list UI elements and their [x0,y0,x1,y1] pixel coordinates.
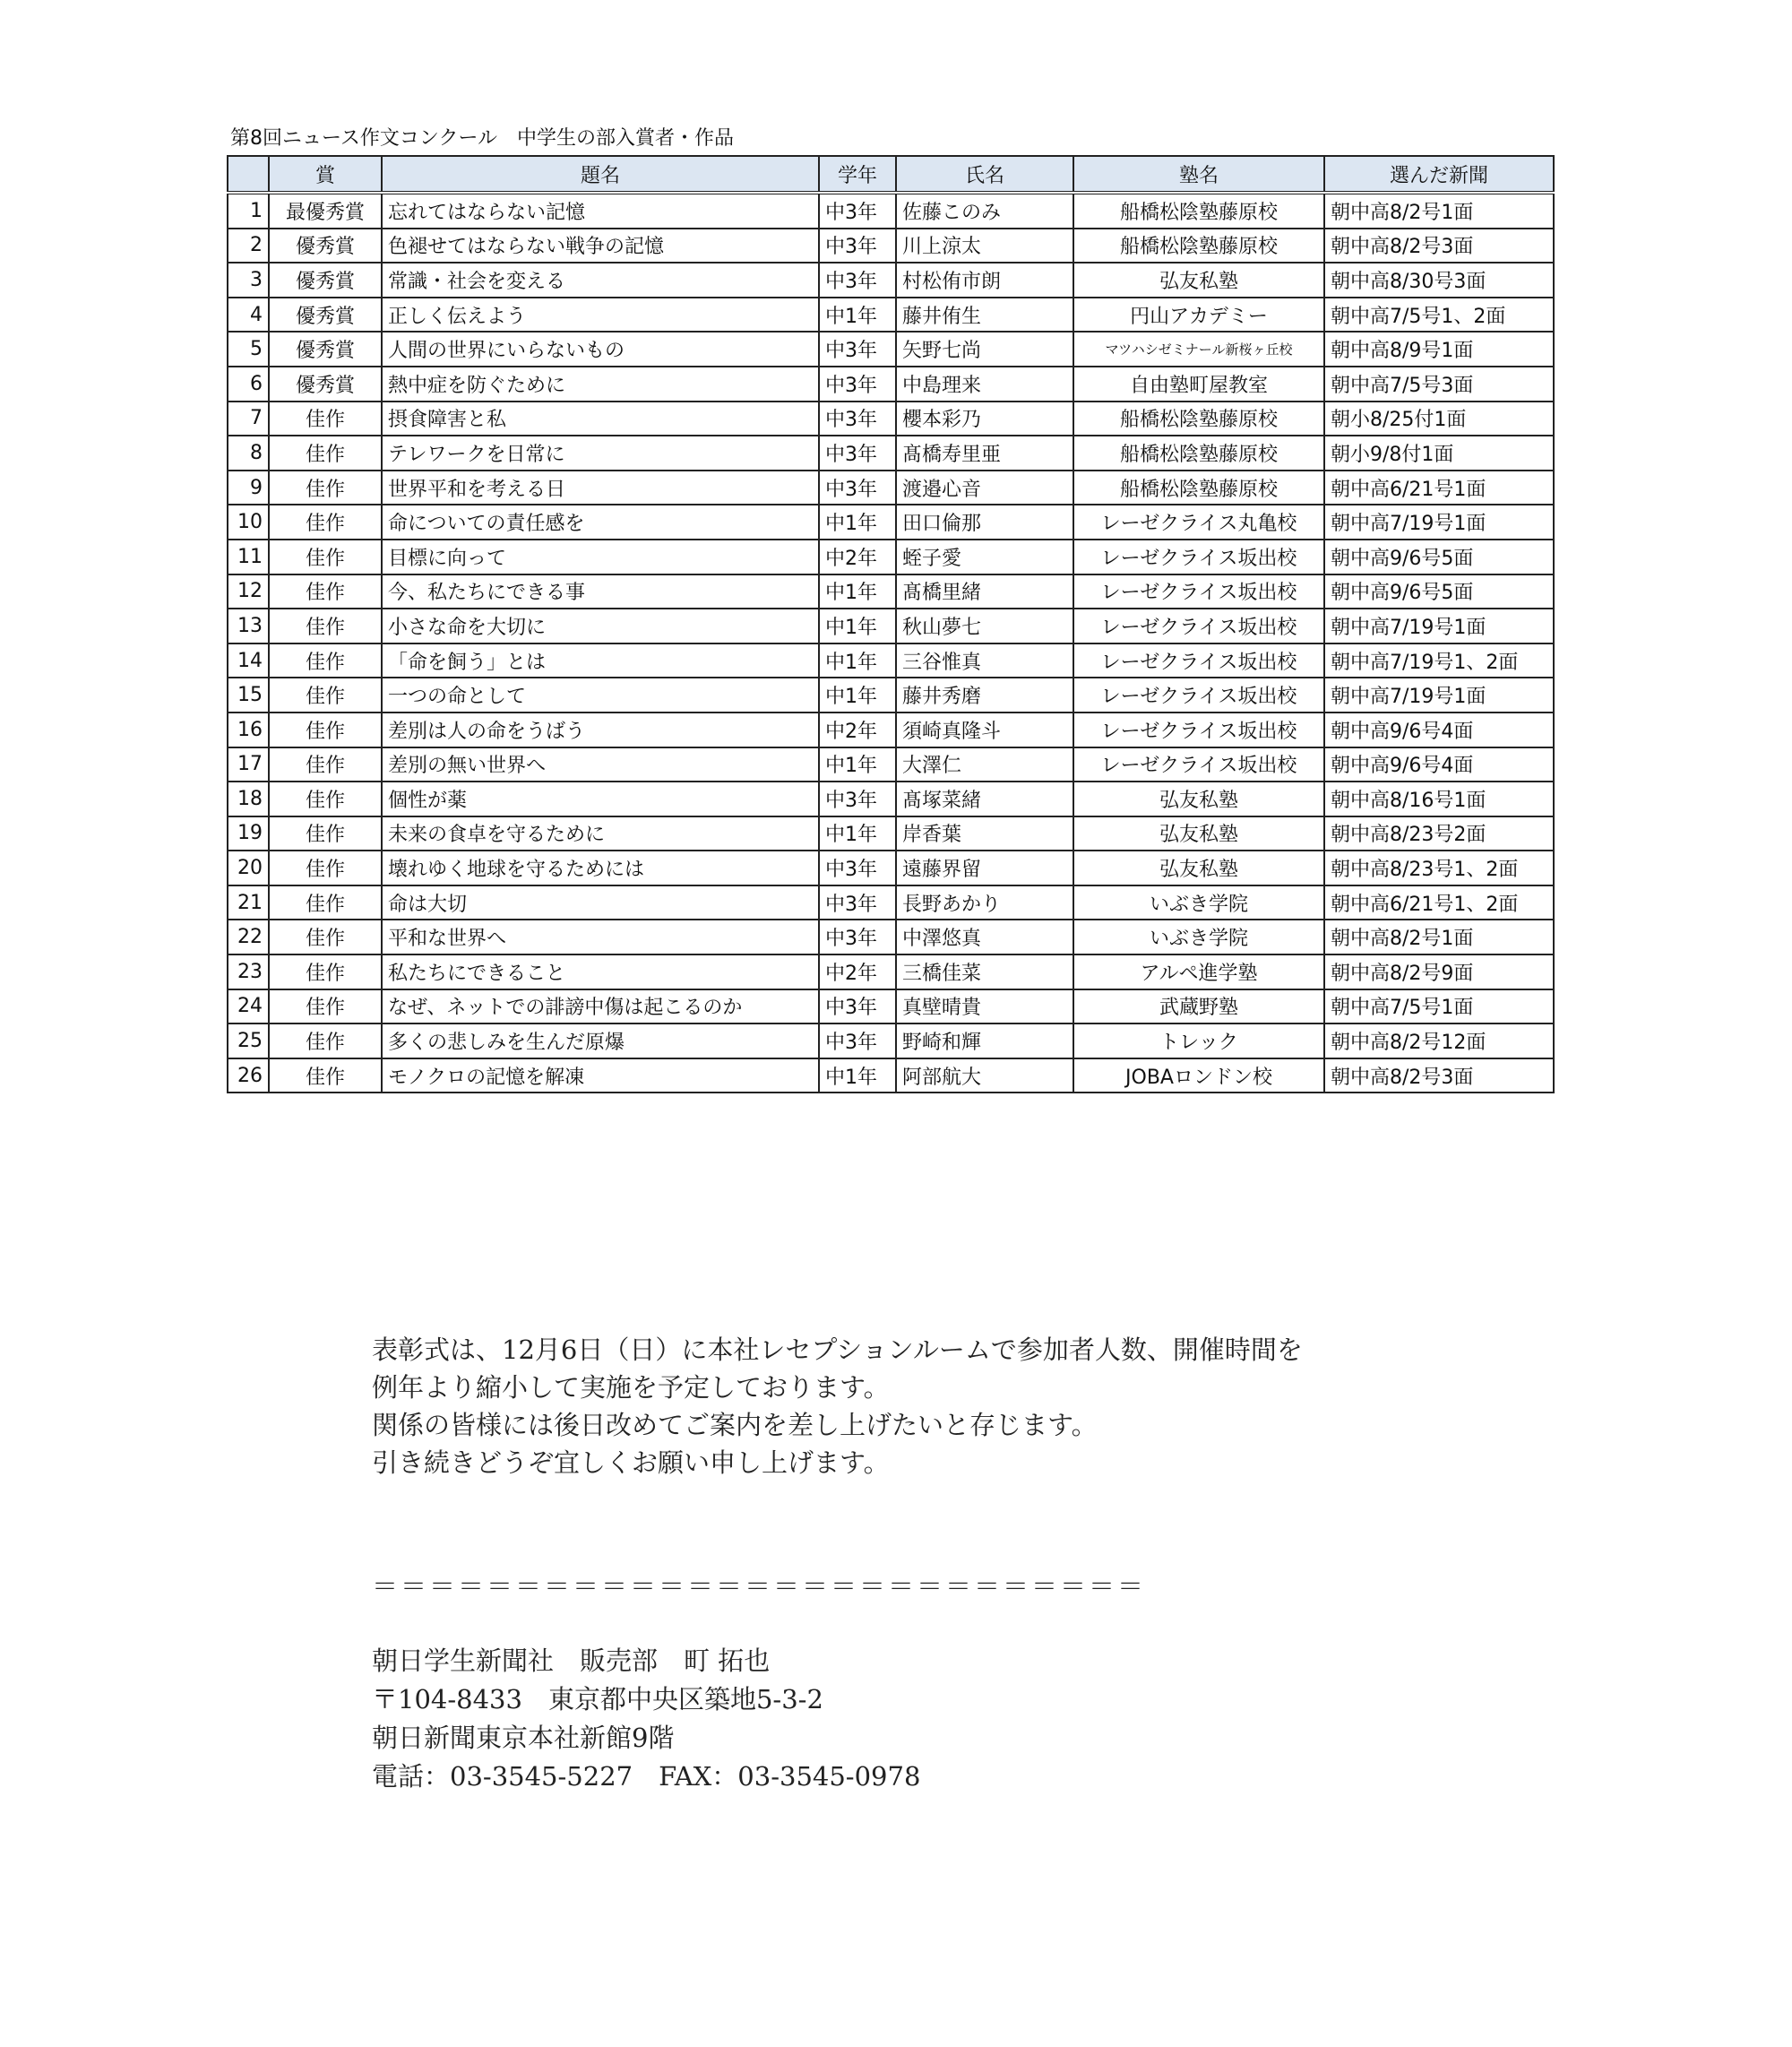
cell-student-name: 真壁晴貴 [896,989,1073,1024]
cell-grade: 中3年 [819,851,896,885]
separator-line: ＝＝＝＝＝＝＝＝＝＝＝＝＝＝＝＝＝＝＝＝＝＝＝＝＝＝＝ [372,1571,1147,1602]
cell-newspaper: 朝中高8/23号2面 [1324,816,1554,851]
cell-award: 佳作 [269,1058,382,1093]
cell-number: 1 [228,193,269,229]
cell-school-name: 武蔵野塾 [1073,989,1324,1024]
cell-grade: 中1年 [819,505,896,540]
cell-essay-title: モノクロの記憶を解凍 [382,1058,819,1093]
cell-grade: 中3年 [819,989,896,1024]
cell-school-name: レーゼクライス坂出校 [1073,609,1324,643]
header-newspaper: 選んだ新聞 [1324,156,1554,193]
table-row [228,713,1554,747]
cell-grade: 中1年 [819,643,896,678]
cell-school-name: 弘友私塾 [1073,263,1324,298]
cell-essay-title: 壊れゆく地球を守るためには [382,851,819,885]
cell-grade: 中3年 [819,367,896,402]
cell-school-name: JOBAロンドン校 [1073,1058,1324,1093]
cell-award: 優秀賞 [269,367,382,402]
cell-grade: 中3年 [819,920,896,954]
cell-grade: 中3年 [819,885,896,920]
cell-grade: 中2年 [819,713,896,747]
cell-number: 16 [228,713,269,747]
table-row [228,540,1554,574]
document-title: 第8回ニュース作文コンクール 中学生の部入賞者・作品 [230,127,735,150]
cell-student-name: 阿部航大 [896,1058,1073,1093]
cell-number: 20 [228,851,269,885]
cell-grade: 中1年 [819,1058,896,1093]
cell-essay-title: 常識・社会を変える [382,263,819,298]
cell-award: 佳作 [269,643,382,678]
ceremony-notice [372,1331,1303,1481]
cell-number: 7 [228,402,269,436]
cell-student-name: 藤井侑生 [896,298,1073,333]
cell-grade: 中1年 [819,574,896,609]
table-row [228,505,1554,540]
contact-building: 朝日新聞東京本社新館9階 [372,1723,675,1753]
cell-essay-title: なぜ、ネットでの誹謗中傷は起こるのか [382,989,819,1024]
cell-school-name: いぶき学院 [1073,885,1324,920]
cell-award: 最優秀賞 [269,193,382,229]
cell-student-name: 長野あかり [896,885,1073,920]
cell-award: 優秀賞 [269,332,382,367]
cell-student-name: 三谷惟真 [896,643,1073,678]
cell-newspaper: 朝中高7/19号1、2面 [1324,643,1554,678]
cell-grade: 中1年 [819,816,896,851]
cell-essay-title: 命は大切 [382,885,819,920]
cell-newspaper: 朝中高7/5号1、2面 [1324,298,1554,333]
cell-number: 5 [228,332,269,367]
cell-grade: 中3年 [819,471,896,505]
cell-essay-title: 熱中症を防ぐために [382,367,819,402]
cell-newspaper: 朝中高7/5号3面 [1324,367,1554,402]
cell-school-name: 円山アカデミー [1073,298,1324,333]
table-row [228,885,1554,920]
cell-newspaper: 朝中高6/21号1、2面 [1324,885,1554,920]
cell-essay-title: 今、私たちにできる事 [382,574,819,609]
cell-newspaper: 朝中高7/19号1面 [1324,505,1554,540]
cell-number: 6 [228,367,269,402]
cell-student-name: 大澤仁 [896,747,1073,782]
cell-number: 12 [228,574,269,609]
cell-grade: 中3年 [819,263,896,298]
cell-number: 4 [228,298,269,333]
table-row [228,574,1554,609]
cell-school-name: 船橋松陰塾藤原校 [1073,436,1324,471]
cell-award: 佳作 [269,954,382,989]
cell-student-name: 須崎真隆斗 [896,713,1073,747]
cell-student-name: 川上涼太 [896,229,1073,263]
cell-grade: 中3年 [819,402,896,436]
cell-essay-title: 色褪せてはならない戦争の記憶 [382,229,819,263]
cell-newspaper: 朝中高8/2号9面 [1324,954,1554,989]
cell-essay-title: 摂食障害と私 [382,402,819,436]
cell-essay-title: 目標に向って [382,540,819,574]
cell-student-name: 野崎和輝 [896,1024,1073,1058]
table-row [228,851,1554,885]
header-school-name: 塾名 [1073,156,1324,193]
cell-newspaper: 朝中高8/2号3面 [1324,1058,1554,1093]
contact-address: 〒104-8433 東京都中央区築地5-3-2 [372,1684,823,1714]
cell-award: 優秀賞 [269,229,382,263]
notice-line: 表彰式は、12月6日（日）に本社レセプションルームで参加者人数、開催時間を [372,1334,1303,1365]
cell-student-name: 中島理来 [896,367,1073,402]
header-number [228,156,269,193]
cell-grade: 中1年 [819,298,896,333]
cell-essay-title: 世界平和を考える日 [382,471,819,505]
contact-company: 朝日学生新聞社 販売部 町 拓也 [372,1645,771,1676]
cell-essay-title: テレワークを日常に [382,436,819,471]
table-row [228,193,1554,229]
cell-newspaper: 朝中高9/6号4面 [1324,747,1554,782]
table-row [228,471,1554,505]
table-row [228,609,1554,643]
cell-newspaper: 朝中高6/21号1面 [1324,471,1554,505]
cell-grade: 中1年 [819,609,896,643]
table-row [228,643,1554,678]
cell-number: 26 [228,1058,269,1093]
cell-award: 佳作 [269,678,382,713]
contact-phone-fax: 電話：03-3545-5227 FAX：03-3545-0978 [372,1761,921,1792]
table-row [228,678,1554,713]
table-row [228,954,1554,989]
cell-number: 11 [228,540,269,574]
cell-school-name: 自由塾町屋教室 [1073,367,1324,402]
cell-newspaper: 朝中高8/2号12面 [1324,1024,1554,1058]
cell-award: 佳作 [269,782,382,816]
cell-grade: 中1年 [819,678,896,713]
cell-grade: 中3年 [819,782,896,816]
table-row [228,332,1554,367]
table-row [228,989,1554,1024]
cell-number: 3 [228,263,269,298]
cell-grade: 中3年 [819,436,896,471]
cell-student-name: 田口倫那 [896,505,1073,540]
cell-essay-title: 多くの悲しみを生んだ原爆 [382,1024,819,1058]
header-award: 賞 [269,156,382,193]
table-header-row [228,156,1554,193]
table-row [228,747,1554,782]
cell-essay-title: 人間の世界にいらないもの [382,332,819,367]
cell-newspaper: 朝小9/8付1面 [1324,436,1554,471]
cell-essay-title: 命についての責任感を [382,505,819,540]
cell-student-name: 中澤悠真 [896,920,1073,954]
cell-newspaper: 朝中高8/2号1面 [1324,920,1554,954]
cell-number: 13 [228,609,269,643]
cell-number: 10 [228,505,269,540]
cell-award: 佳作 [269,574,382,609]
cell-essay-title: 小さな命を大切に [382,609,819,643]
cell-school-name: 弘友私塾 [1073,851,1324,885]
cell-number: 22 [228,920,269,954]
cell-school-name: いぶき学院 [1073,920,1324,954]
cell-number: 18 [228,782,269,816]
cell-newspaper: 朝中高8/16号1面 [1324,782,1554,816]
cell-school-name: 弘友私塾 [1073,782,1324,816]
cell-grade: 中3年 [819,332,896,367]
cell-number: 17 [228,747,269,782]
cell-school-name: トレック [1073,1024,1324,1058]
cell-essay-title: 差別は人の命をうばう [382,713,819,747]
table-row [228,436,1554,471]
cell-grade: 中1年 [819,747,896,782]
table-row [228,367,1554,402]
cell-newspaper: 朝中高7/19号1面 [1324,678,1554,713]
cell-award: 優秀賞 [269,263,382,298]
cell-essay-title: 平和な世界へ [382,920,819,954]
cell-essay-title: 私たちにできること [382,954,819,989]
contact-info [372,1642,920,1796]
cell-newspaper: 朝小8/25付1面 [1324,402,1554,436]
cell-school-name: アルペ進学塾 [1073,954,1324,989]
cell-school-name: 船橋松陰塾藤原校 [1073,402,1324,436]
cell-number: 23 [228,954,269,989]
cell-student-name: 三橋佳菜 [896,954,1073,989]
cell-award: 佳作 [269,540,382,574]
cell-student-name: 矢野七尚 [896,332,1073,367]
cell-student-name: 髙塚菜緒 [896,782,1073,816]
cell-number: 21 [228,885,269,920]
cell-award: 佳作 [269,920,382,954]
table-row [228,229,1554,263]
cell-student-name: 遠藤界留 [896,851,1073,885]
cell-award: 佳作 [269,436,382,471]
cell-school-name: 弘友私塾 [1073,816,1324,851]
cell-school-name: レーゼクライス坂出校 [1073,574,1324,609]
cell-number: 25 [228,1024,269,1058]
cell-student-name: 蛭子愛 [896,540,1073,574]
cell-school-name: レーゼクライス坂出校 [1073,678,1324,713]
cell-number: 14 [228,643,269,678]
cell-award: 佳作 [269,471,382,505]
cell-essay-title: 個性が薬 [382,782,819,816]
cell-school-name: レーゼクライス丸亀校 [1073,505,1324,540]
cell-student-name: 渡邉心音 [896,471,1073,505]
notice-line: 例年より縮小して実施を予定しております。 [372,1372,890,1403]
awards-table [227,155,1555,1093]
cell-award: 佳作 [269,747,382,782]
cell-number: 2 [228,229,269,263]
cell-award: 佳作 [269,885,382,920]
cell-newspaper: 朝中高8/23号1、2面 [1324,851,1554,885]
cell-essay-title: 忘れてはならない記憶 [382,193,819,229]
cell-award: 佳作 [269,402,382,436]
cell-student-name: 秋山夢七 [896,609,1073,643]
header-student-name: 氏名 [896,156,1073,193]
cell-grade: 中3年 [819,1024,896,1058]
table-body [228,193,1554,1093]
cell-award: 佳作 [269,851,382,885]
header-grade: 学年 [819,156,896,193]
cell-essay-title: 一つの命として [382,678,819,713]
table-row [228,1024,1554,1058]
cell-award: 佳作 [269,816,382,851]
cell-award: 優秀賞 [269,298,382,333]
cell-award: 佳作 [269,1024,382,1058]
table-row [228,298,1554,333]
cell-number: 8 [228,436,269,471]
cell-award: 佳作 [269,989,382,1024]
cell-school-name: 船橋松陰塾藤原校 [1073,229,1324,263]
cell-award: 佳作 [269,609,382,643]
cell-student-name: 岸香葉 [896,816,1073,851]
cell-essay-title: 正しく伝えよう [382,298,819,333]
cell-essay-title: 「命を飼う」とは [382,643,819,678]
cell-number: 19 [228,816,269,851]
cell-grade: 中3年 [819,229,896,263]
table-row [228,920,1554,954]
cell-essay-title: 差別の無い世界へ [382,747,819,782]
cell-school-name: マツハシゼミナール新桜ヶ丘校 [1073,332,1324,367]
table-row [228,1058,1554,1093]
cell-grade: 中2年 [819,954,896,989]
notice-line: 関係の皆様には後日改めてご案内を差し上げたいと存じます。 [372,1410,1098,1440]
cell-school-name: 船橋松陰塾藤原校 [1073,471,1324,505]
table-row [228,782,1554,816]
cell-student-name: 村松侑市朗 [896,263,1073,298]
cell-newspaper: 朝中高7/19号1面 [1324,609,1554,643]
cell-number: 24 [228,989,269,1024]
cell-school-name: レーゼクライス坂出校 [1073,747,1324,782]
cell-newspaper: 朝中高8/2号3面 [1324,229,1554,263]
cell-newspaper: 朝中高9/6号5面 [1324,540,1554,574]
cell-grade: 中2年 [819,540,896,574]
cell-newspaper: 朝中高8/9号1面 [1324,332,1554,367]
cell-school-name: レーゼクライス坂出校 [1073,713,1324,747]
cell-number: 15 [228,678,269,713]
cell-student-name: 佐藤このみ [896,193,1073,229]
cell-newspaper: 朝中高8/30号3面 [1324,263,1554,298]
cell-newspaper: 朝中高7/5号1面 [1324,989,1554,1024]
cell-school-name: レーゼクライス坂出校 [1073,540,1324,574]
cell-essay-title: 未来の食卓を守るために [382,816,819,851]
table-row [228,402,1554,436]
cell-student-name: 櫻本彩乃 [896,402,1073,436]
cell-student-name: 髙橋里緒 [896,574,1073,609]
table-row [228,263,1554,298]
cell-student-name: 髙橋寿里亜 [896,436,1073,471]
cell-school-name: レーゼクライス坂出校 [1073,643,1324,678]
header-essay-title: 題名 [382,156,819,193]
cell-grade: 中3年 [819,193,896,229]
cell-award: 佳作 [269,505,382,540]
cell-student-name: 藤井秀磨 [896,678,1073,713]
notice-line: 引き続きどうぞ宜しくお願い申し上げます。 [372,1447,890,1478]
cell-award: 佳作 [269,713,382,747]
cell-newspaper: 朝中高8/2号1面 [1324,193,1554,229]
cell-school-name: 船橋松陰塾藤原校 [1073,193,1324,229]
cell-number: 9 [228,471,269,505]
cell-newspaper: 朝中高9/6号5面 [1324,574,1554,609]
cell-newspaper: 朝中高9/6号4面 [1324,713,1554,747]
table-row [228,816,1554,851]
